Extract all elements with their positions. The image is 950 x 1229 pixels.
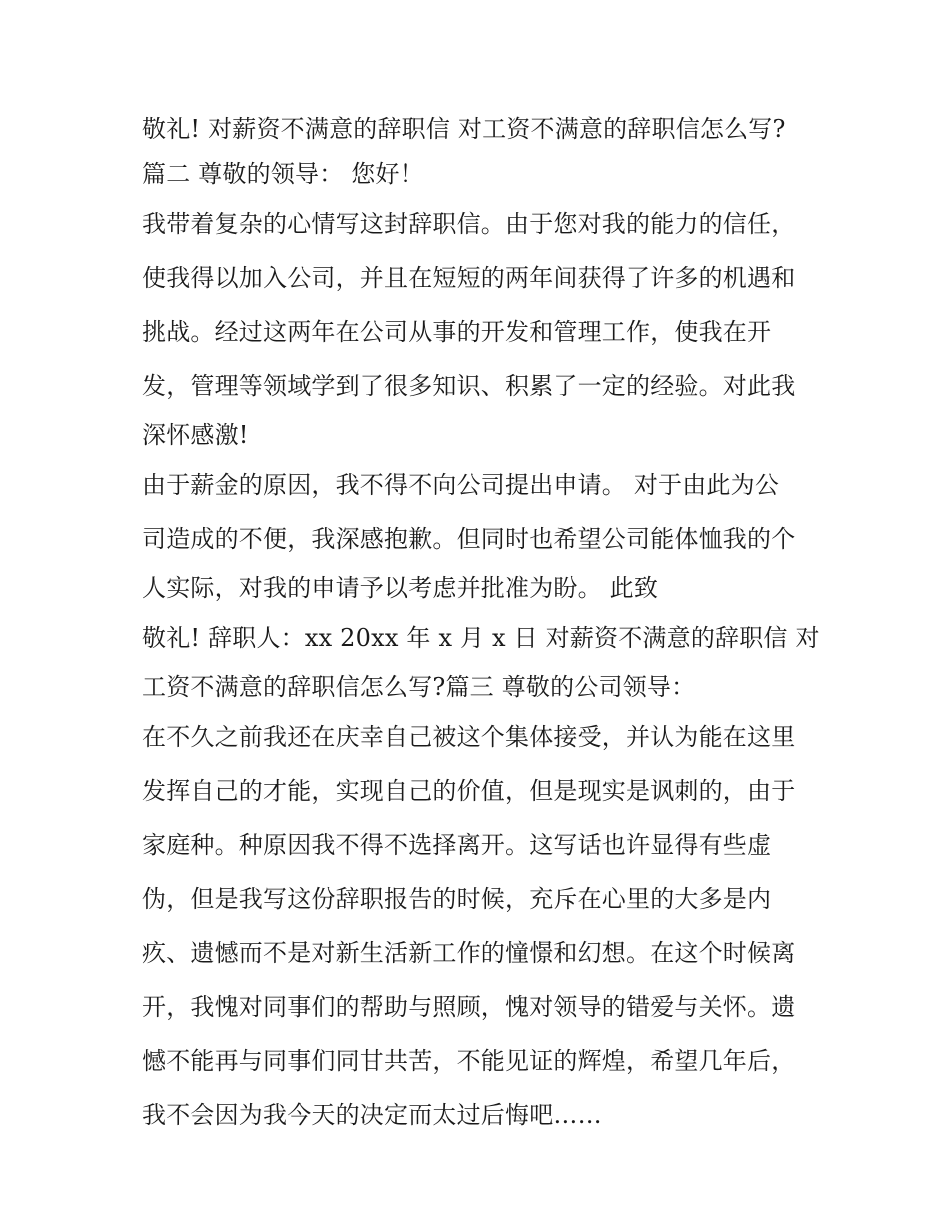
text-line: 伪，但是我写这份辞职报告的时候，充斥在心里的大多是内 [142,885,772,913]
text-line: 敬礼! 对薪资不满意的辞职信 对工资不满意的辞职信怎么写? [142,115,786,143]
text-line: 家庭种。种原因我不得不选择离开。这写话也许显得有些虚 [142,831,772,859]
text-line: 发挥自己的才能，实现自己的价值，但是现实是讽刺的，由于 [142,777,796,805]
text-line: 疚、遗憾而不是对新生活新工作的憧憬和幻想。在这个时候离 [142,939,796,967]
document-body [142,107,822,1142]
text-line: 挑战。经过这两年在公司从事的开发和管理工作，使我在开 [142,318,772,346]
text-line: 篇二 尊敬的领导： 您好！ [142,160,424,188]
text-line: 我带着复杂的心情写这封辞职信。由于您对我的能力的信任， [142,210,796,238]
text-line: 工资不满意的辞职信怎么写?篇三 尊敬的公司领导： [142,673,696,701]
text-line: 发，管理等领域学到了很多知识、积累了一定的经验。对此我 [142,372,796,400]
text-line: 深怀感激! [142,421,249,449]
text-line: 敬礼! 辞职人：xx 20xx 年 x 月 x 日 对薪资不满意的辞职信 对 [142,624,820,652]
text-line: 憾不能再与同事们同甘共苦，不能见证的辉煌，希望几年后， [142,1047,796,1075]
text-line: 使我得以加入公司，并且在短短的两年间获得了许多的机遇和 [142,264,796,292]
text-line: 在不久之前我还在庆幸自己被这个集体接受，并认为能在这里 [142,723,796,751]
text-line: 由于薪金的原因，我不得不向公司提出申请。 对于由此为公 [142,471,780,499]
text-line: 我不会因为我今天的决定而太过后悔吧…… [142,1101,602,1129]
text-line: 司造成的不便，我深感抱歉。但同时也希望公司能体恤我的个 [142,525,796,553]
text-line: 人实际，对我的申请予以考虑并批准为盼。 此致 [142,574,659,602]
text-line: 开，我愧对同事们的帮助与照顾，愧对领导的错爱与关怀。遗 [142,993,796,1021]
